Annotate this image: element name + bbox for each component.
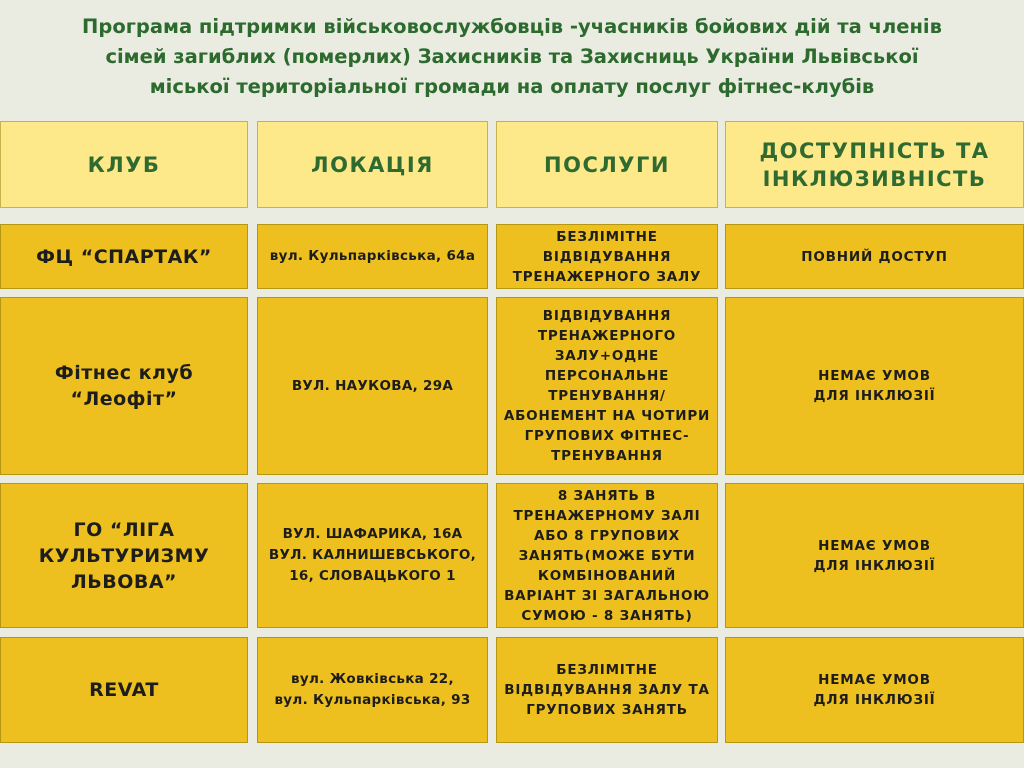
row-1-services-line: ТРЕНАЖЕРНОГО ЗАЛУ [512, 268, 702, 285]
row-2-services [496, 297, 718, 475]
header-location [257, 121, 488, 208]
header-location-label: ЛОКАЦІЯ [311, 152, 434, 177]
row-4-location [257, 637, 488, 743]
row-4-services-line: БЕЗЛІМІТНЕ [556, 662, 658, 678]
title-line-2: сімей загиблих (померлих) Захисників та Захисниць України Львівської [105, 45, 919, 68]
row-3-access-line: НЕМАЄ УМОВ [818, 537, 931, 554]
row-4-access-line: НЕМАЄ УМОВ [818, 672, 931, 688]
row-2-club-line: Фітнес клуб [54, 362, 194, 384]
row-3-location [257, 483, 488, 628]
row-2-club [0, 297, 248, 475]
row-3-location-line: ВУЛ. КАЛНИШЕВСЬКОГО, [268, 547, 477, 563]
header-access-label-line-2: ІНКЛЮЗИВНІСТЬ [762, 166, 987, 191]
row-2-services-line: ТРЕНУВАННЯ/ [548, 388, 666, 404]
row-2-services-line: ТРЕНАЖЕРНОГО [537, 328, 677, 344]
row-2-services-line: ЗАЛУ+ОДНЕ [554, 348, 660, 364]
row-3-services-line: СУМОЮ - 8 ЗАНЯТЬ) [521, 607, 693, 624]
title-line-3: міської територіальної громади на оплату послуг фітнес-клубів [149, 75, 875, 98]
row-1-services [496, 224, 718, 289]
row-2-services-line: ГРУПОВИХ ФІТНЕС- [524, 428, 690, 444]
row-1-services-line: БЕЗЛІМІТНЕ [556, 228, 658, 245]
row-3-club-line: КУЛЬТУРИЗМУ [38, 544, 210, 567]
row-1-access-line: ПОВНИЙ ДОСТУП [801, 248, 948, 265]
row-4-access-line: ДЛЯ ІНКЛЮЗІЇ [813, 692, 936, 708]
header-services [496, 121, 718, 208]
row-4-location-line: вул. Кульпарківська, 93 [274, 692, 471, 708]
row-2-location-line: ВУЛ. НАУКОВА, 29А [291, 377, 454, 394]
row-2-services-line: АБОНЕМЕНТ НА ЧОТИРИ [503, 408, 711, 424]
row-4-club-line: REVAT [89, 679, 159, 701]
row-1-location-line: вул. Кульпарківська, 64а [269, 248, 476, 264]
row-3-club [0, 483, 248, 628]
row-3-location-line: ВУЛ. ШАФАРИКА, 16А [282, 526, 463, 542]
page-title [0, 12, 1024, 102]
header-club-label: КЛУБ [87, 152, 161, 177]
row-3-access-line: ДЛЯ ІНКЛЮЗІЇ [813, 557, 936, 574]
row-1-club-line: ФЦ “СПАРТАК” [36, 245, 212, 268]
row-3-services-line: АБО 8 ГРУПОВИХ [534, 527, 680, 544]
row-4-services-line: ГРУПОВИХ ЗАНЯТЬ [526, 702, 688, 718]
row-4-location-line: вул. Жовківська 22, [291, 671, 454, 687]
header-services-label: ПОСЛУГИ [544, 152, 670, 177]
row-2-access-line: ДЛЯ ІНКЛЮЗІЇ [813, 388, 936, 404]
row-3-club-line: ЛЬВОВА” [70, 570, 178, 593]
row-2-club-line: “Леофіт” [70, 388, 178, 410]
header-access [725, 121, 1024, 208]
row-3-services-line: ТРЕНАЖЕРНОМУ ЗАЛІ [513, 507, 701, 524]
row-4-club [0, 637, 248, 743]
row-2-location [257, 297, 488, 475]
title-line-1: Програма підтримки військовослужбовців -учасників бойових дій та членів [82, 15, 942, 38]
row-3-services-line: КОМБІНОВАНИЙ [537, 567, 677, 584]
row-3-services-line: 8 ЗАНЯТЬ В [557, 487, 657, 504]
row-1-services-line: ВІДВІДУВАННЯ [542, 248, 672, 265]
row-1-location [257, 224, 488, 289]
row-1-club [0, 224, 248, 289]
row-3-services-line: ЗАНЯТЬ(МОЖЕ БУТИ [518, 547, 696, 564]
row-3-services [496, 483, 718, 628]
row-4-services [496, 637, 718, 743]
row-4-services-line: ВІДВІДУВАННЯ ЗАЛУ ТА [504, 682, 710, 698]
row-2-access [725, 297, 1024, 475]
row-3-club-line: ГО “ЛІГА [73, 518, 175, 541]
row-3-services-line: ВАРІАНТ ЗІ ЗАГАЛЬНОЮ [504, 587, 710, 604]
row-2-access-line: НЕМАЄ УМОВ [818, 368, 931, 384]
row-4-access [725, 637, 1024, 743]
row-2-services-line: ТРЕНУВАННЯ [551, 448, 663, 464]
header-access-label-line-1: ДОСТУПНІСТЬ ТА [759, 138, 990, 163]
row-2-services-line: ПЕРСОНАЛЬНЕ [544, 368, 670, 384]
header-club [0, 121, 248, 208]
row-3-access [725, 483, 1024, 628]
row-3-location-line: 16, СЛОВАЦЬКОГО 1 [289, 568, 456, 584]
row-1-access [725, 224, 1024, 289]
row-2-services-line: ВІДВІДУВАННЯ [542, 308, 672, 324]
